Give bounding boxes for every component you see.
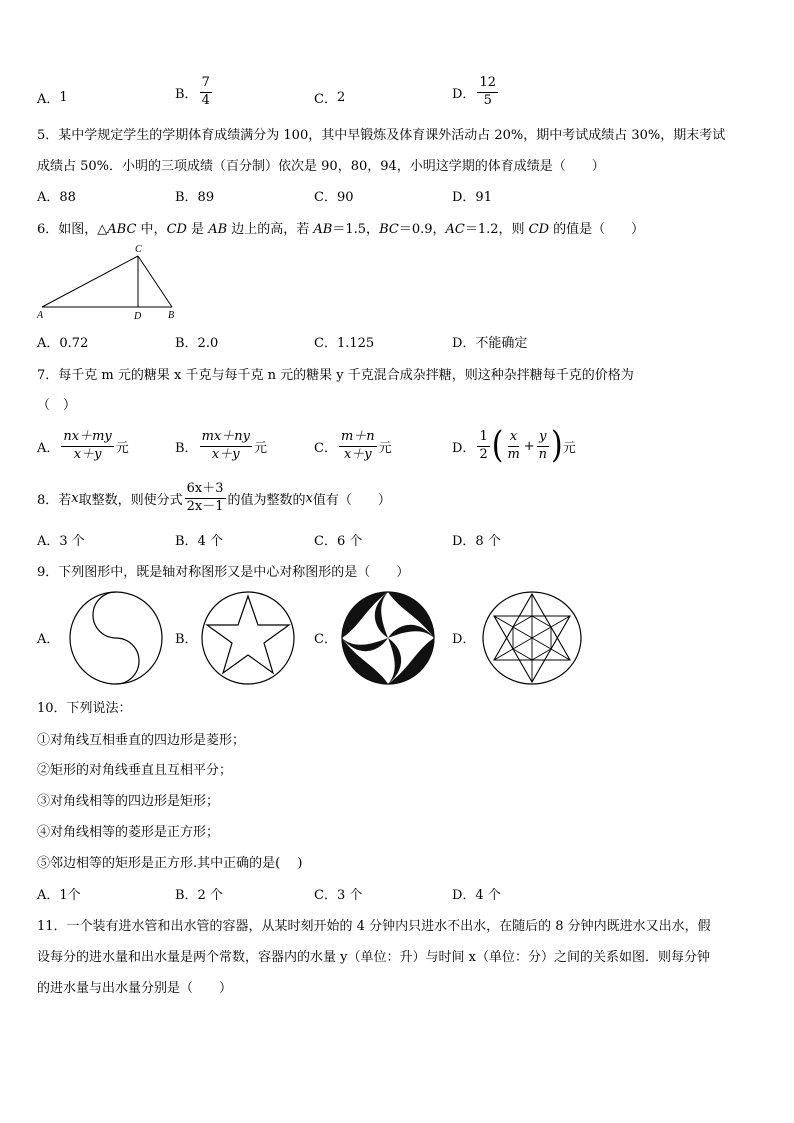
hexagram-in-circle-figure — [480, 590, 584, 688]
q4-option-d — [452, 76, 500, 109]
fraction — [61, 430, 113, 463]
q10-statement-5: ⑤邻边相等的矩形是正方形.其中正确的是( ) — [37, 856, 303, 871]
text: ＝0.9， — [398, 222, 446, 237]
q9-label-d: D． — [452, 632, 476, 647]
fraction — [477, 430, 489, 463]
star-in-circle-figure — [198, 590, 298, 688]
side-bc — [138, 256, 172, 307]
var: CD — [166, 222, 187, 237]
q10-option-b: B．2 个 — [175, 888, 223, 903]
right-paren: ) — [551, 424, 563, 467]
triangle-figure — [34, 240, 184, 322]
option-label: C． — [314, 92, 337, 107]
text: 值有（ ） — [312, 492, 391, 508]
var: BC — [379, 222, 399, 237]
q10-option-a: A．1个 — [37, 888, 81, 903]
q11-stem-line3: 的进水量与出水量分别是（ ） — [37, 981, 233, 996]
plus-sign: + — [523, 438, 535, 454]
q7-option-c — [314, 430, 392, 463]
text: ＝1.5， — [332, 222, 380, 237]
numerator: 6x＋3 — [185, 482, 226, 499]
q7-option-d — [452, 424, 576, 467]
q10-statement-3: ③对角线相等的四边形是矩形； — [37, 794, 220, 809]
q5-option-c: C．90 — [314, 190, 354, 205]
unit: 元 — [253, 440, 267, 456]
q6-option-d: D．不能确定 — [452, 336, 528, 351]
var: CD — [528, 222, 550, 237]
denominator: m — [507, 446, 520, 462]
fraction — [200, 76, 212, 109]
q10-option-c: C．3 个 — [314, 888, 363, 903]
var: x — [71, 490, 79, 506]
numerator: m＋n — [339, 430, 377, 447]
q5-stem-line2: 成绩占 50%．小明的三项成绩（百分制）依次是 90，80，94，小明这学期的体育成绩是（ ） — [37, 159, 605, 174]
q6-option-a: A．0.72 — [37, 336, 89, 351]
denominator: x＋y — [343, 446, 372, 462]
q7-option-b — [175, 430, 267, 463]
var: AC — [445, 222, 465, 237]
label-d: D — [134, 311, 142, 322]
side-ac — [42, 256, 138, 307]
option-label: B． — [175, 440, 198, 456]
text: 的值是（ ） — [549, 222, 645, 237]
q11-stem-line1: 11．一个装有进水管和出水管的容器，从某时刻开始的 4 分钟内只进水不出水，在随后的 8 分钟内既进水又出水，假 — [37, 919, 711, 934]
q9-stem: 9．下列图形中，既是轴对称图形又是中心对称图形的是（ ） — [37, 565, 410, 580]
denominator: x＋y — [211, 446, 240, 462]
option-label: C． — [314, 440, 337, 456]
fraction — [200, 430, 252, 463]
fraction — [185, 482, 226, 515]
fraction — [537, 430, 549, 463]
q9-label-b: B． — [175, 632, 198, 647]
q8-stem — [37, 482, 391, 515]
unit: 元 — [562, 440, 576, 456]
q5-option-d: D．91 — [452, 190, 492, 205]
numerator: nx＋my — [61, 430, 113, 447]
denominator: 2 — [479, 446, 488, 462]
q5-option-b: B．89 — [175, 190, 215, 205]
option-label: A． — [37, 440, 60, 456]
q7-stem-line2: （ ） — [37, 398, 77, 413]
fraction — [477, 76, 498, 109]
q6-option-c: C．1.125 — [314, 336, 375, 351]
q10-stem: 10．下列说法： — [37, 701, 132, 716]
taiji-figure — [64, 590, 174, 688]
numerator: mx＋ny — [200, 430, 252, 447]
option-value: 1 — [59, 90, 68, 105]
fraction — [339, 430, 377, 463]
q6-option-b: B．2.0 — [175, 336, 219, 351]
fraction — [505, 430, 521, 463]
text: 是 — [186, 222, 209, 237]
q8-option-c: C．6 个 — [314, 534, 363, 549]
label-a: A — [37, 310, 44, 321]
numerator: 7 — [200, 76, 212, 93]
text: 8．若 — [37, 492, 72, 508]
unit: 元 — [378, 440, 392, 456]
q7-stem-line1: 7．每千克 m 元的糖果 x 千克与每千克 n 元的糖果 y 千克混合成杂拌糖，则这种杂拌糖每千克的价格为 — [37, 368, 634, 383]
q9-label-a: A． — [37, 632, 60, 647]
q9-label-c: C． — [314, 632, 337, 647]
denominator: n — [538, 446, 548, 462]
unit: 元 — [115, 440, 129, 456]
q10-statement-2: ②矩形的对角线垂直且互相平分； — [37, 763, 233, 778]
label-c: C — [135, 244, 142, 255]
option-label: D． — [452, 86, 476, 102]
text: 边上的高，若 — [227, 222, 314, 237]
q8-option-b: B．4 个 — [175, 534, 223, 549]
q10-statement-4: ④对角线相等的菱形是正方形； — [37, 825, 220, 840]
var: x — [305, 490, 313, 506]
denominator: x＋y — [73, 446, 102, 462]
denominator: 5 — [483, 92, 492, 108]
denominator: 2x－1 — [186, 498, 224, 514]
text: 的值为整数的 — [227, 492, 306, 508]
numerator: x — [508, 430, 519, 447]
q5-stem-line1: 5．某中学规定学生的学期体育成绩满分为 100，其中早锻炼及体育课外活动占 20%，期中考试成绩占 30%，期末考试 — [37, 128, 726, 143]
var: ABC — [107, 222, 137, 237]
q10-statement-1: ①对角线互相垂直的四边形是菱形； — [37, 733, 246, 748]
var: AB — [208, 222, 228, 237]
q10-option-d: D．4 个 — [452, 888, 501, 903]
q11-stem-line2: 设每分的进水量和出水量是两个常数，容器内的水量 y（单位：升）与时间 x（单位：分）之间的关系如图．则每分钟 — [37, 950, 710, 965]
numerator: 1 — [477, 430, 489, 447]
q5-option-a: A．88 — [37, 190, 76, 205]
q8-option-a: A．3 个 — [37, 534, 85, 549]
text: 取整数，则使分式 — [78, 492, 183, 508]
numerator: 12 — [477, 76, 498, 93]
q8-option-d: D．8 个 — [452, 534, 501, 549]
left-paren: ( — [491, 424, 504, 467]
option-value: 2 — [336, 90, 346, 105]
label-b: B — [168, 310, 175, 321]
pinwheel-figure — [338, 588, 438, 688]
q6-stem — [37, 218, 644, 237]
q4-option-b — [175, 76, 214, 109]
text: 6．如图，△ — [37, 222, 108, 237]
option-label: B． — [175, 86, 198, 102]
q7-option-a — [37, 430, 129, 463]
option-label: D． — [452, 440, 476, 456]
option-label: A． — [37, 92, 60, 107]
denominator: 4 — [201, 92, 210, 108]
q4-option-c — [314, 88, 345, 107]
q4-option-a — [37, 88, 68, 107]
text: ＝1.2，则 — [464, 222, 529, 237]
var: AB — [313, 222, 333, 237]
text: 中， — [136, 222, 167, 237]
numerator: y — [537, 430, 548, 447]
